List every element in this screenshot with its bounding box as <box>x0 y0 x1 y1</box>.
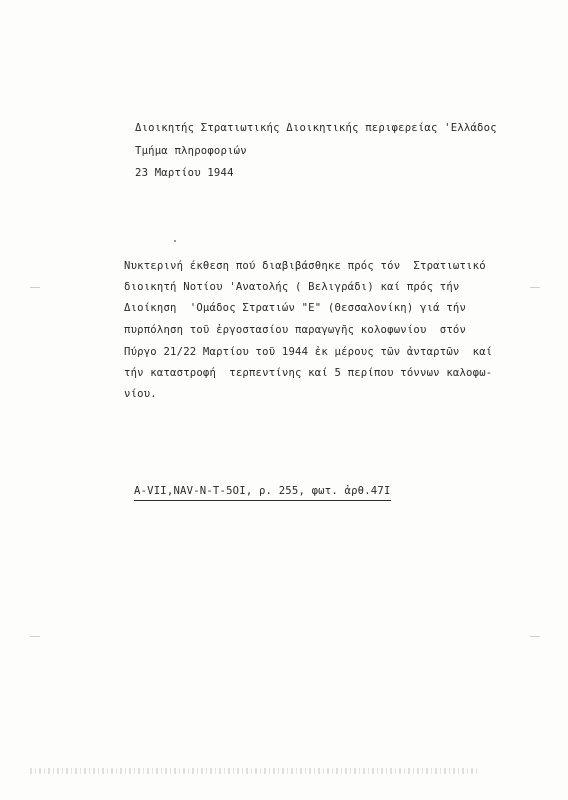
body-line: νίου. <box>124 388 157 400</box>
body-line: Νυκτερινή έκθεση πού διαβιβάσθηκε πρός τόν Στρατιωτικό <box>124 260 486 272</box>
scan-edge-mark <box>30 287 40 288</box>
body-line: διοικητή Νοτίου 'Ανατολής ( Βελιγράδι) καί πρός τήν <box>124 281 460 293</box>
header-line-authority: Διοικητής Στρατιωτικής Διοικητικής περιφερείας 'Ελλάδος <box>135 122 497 134</box>
archive-reference: A-VII,NAV-N-T-5OI, ρ. 255, φωτ. ἀρθ.47I <box>134 484 391 501</box>
body-line: πυρπόληση τοῦ ἐργοστασίου παραγωγῆς κολοφωνίου στόν <box>124 324 467 336</box>
scan-edge-mark <box>530 636 540 637</box>
scan-noise-strip <box>30 768 480 774</box>
scan-edge-mark <box>530 287 540 288</box>
scan-edge-mark <box>30 636 40 637</box>
body-line: Διοίκηση 'Ομάδος Στρατιών "Ε" (Θεσσαλονίκη) γιά τήν <box>124 302 467 314</box>
header-line-date: 23 Μαρτίου 1944 <box>135 167 234 179</box>
ink-speck <box>174 240 176 242</box>
header-line-department: Τμήμα πληροφοριών <box>135 145 247 157</box>
body-line: τήν καταστροφή τερπεντίνης καί 5 περίπου τόννων καλοφω- <box>124 367 493 379</box>
body-line: Πύργο 21/22 Μαρτίου τοῦ 1944 ἐκ μέρους τῶν ἀνταρτῶν καί <box>124 346 493 358</box>
